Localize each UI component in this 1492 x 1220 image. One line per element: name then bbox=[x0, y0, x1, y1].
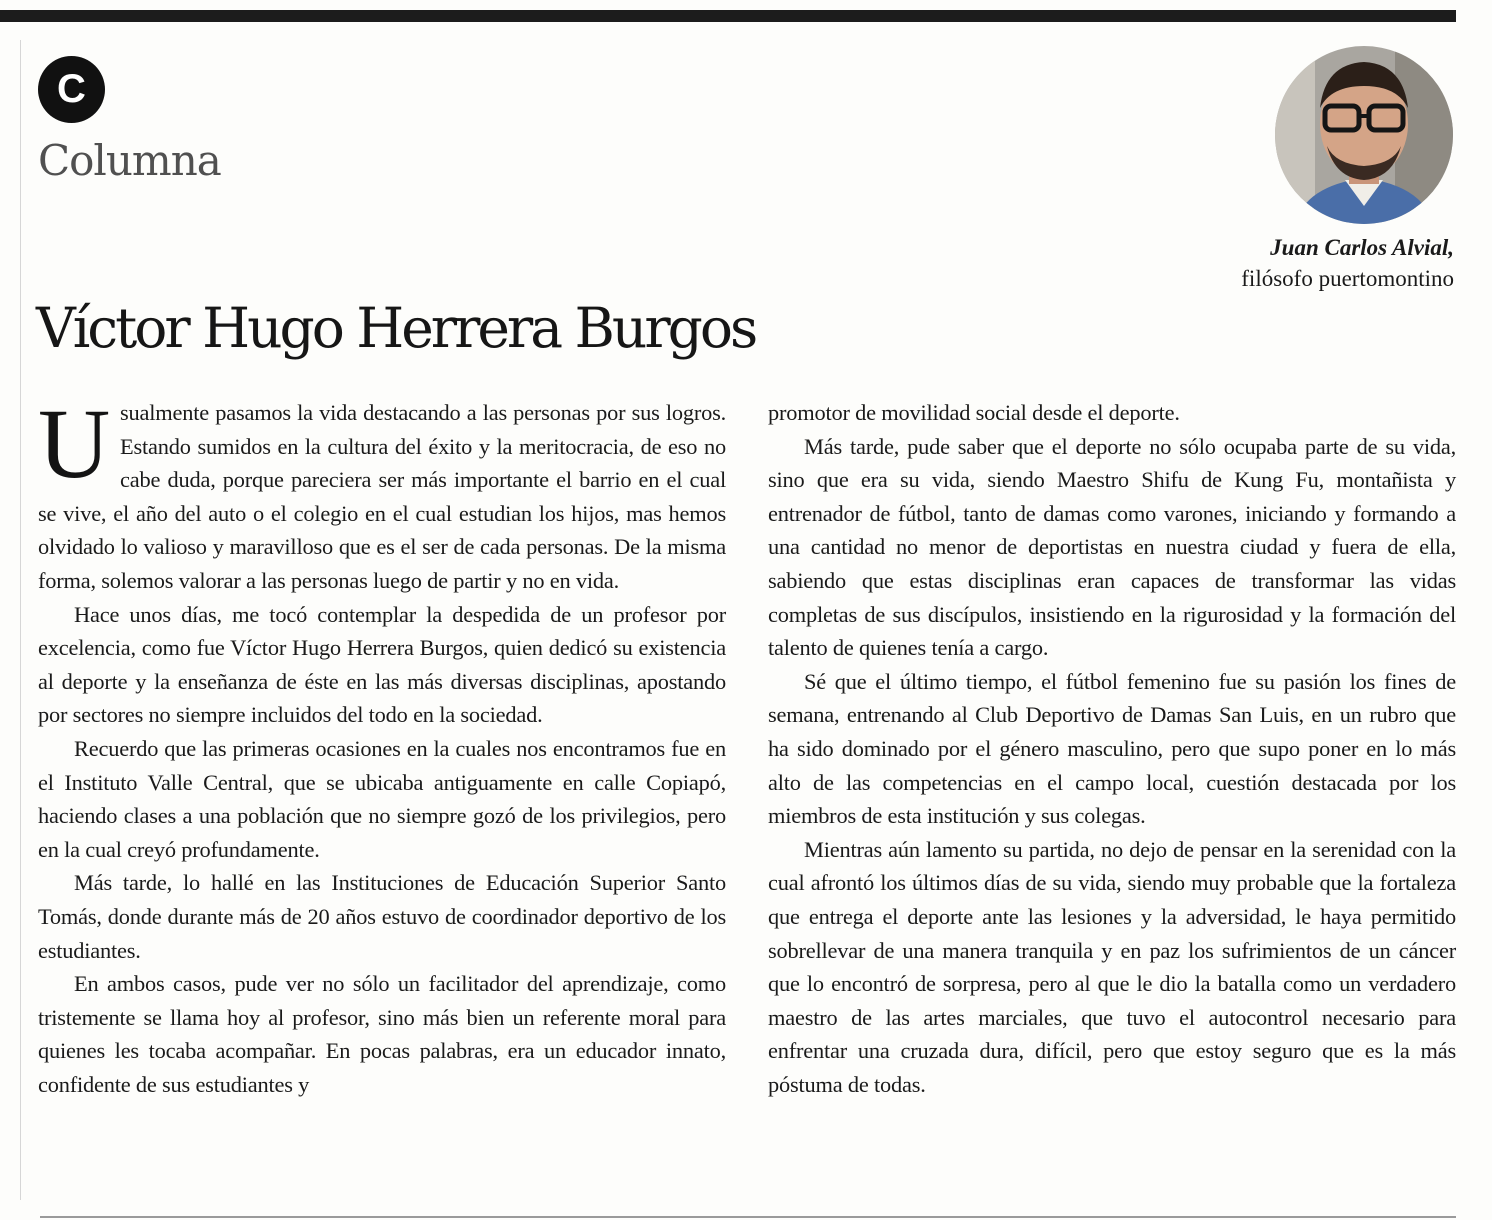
author-name: Juan Carlos Alvial, bbox=[1270, 235, 1454, 260]
top-rule bbox=[0, 10, 1456, 22]
column-badge-icon: C bbox=[38, 56, 105, 123]
author-byline bbox=[1241, 232, 1454, 294]
section-label: Columna bbox=[38, 136, 221, 185]
article-column-left bbox=[38, 388, 726, 1101]
paragraph-6: Más tarde, pude saber que el deporte no sólo ocupaba parte de su vida, sino que era su vida, siendo Maestro Shifu de Kung Fu, montañista y entrenador de fútbol, tanto de damas como varones, iniciando y formando a una cantidad no menor de deportistas en nuestra ciudad y fuera de ella, sabiendo que estas disciplinas eran capaces de transformar las vidas completas de sus discípulos, insistiendo en la rigurosidad y la formación del talento de quienes tenía a cargo. bbox=[768, 433, 1456, 661]
paragraph-5: En ambos casos, pude ver no sólo un facilitador del aprendizaje, como tristemente se llama hoy al profesor, sino más bien un referente moral para quienes les tocaba acompañar. En pocas palabras, era un educador innato, confidente de sus estudiantes y bbox=[38, 971, 726, 1097]
author-photo bbox=[1275, 46, 1453, 224]
paragraph-3: Recuerdo que las primeras ocasiones en la cuales nos encontramos fue en el Instituto Valle Central, que se ubicaba antiguamente en calle Copiapó, haciendo clases a una población que no siempre gozó de los privilegios, pero en la cual creyó profundamente. bbox=[38, 735, 726, 862]
paragraph-4: Más tarde, lo hallé en las Instituciones de Educación Superior Santo Tomás, donde durante más de 20 años estuvo de coordinador deportivo de los estudiantes. bbox=[38, 870, 726, 963]
drop-cap: U bbox=[38, 388, 111, 499]
headline: Víctor Hugo Herrera Burgos bbox=[36, 296, 756, 360]
paragraph-2: Hace unos días, me tocó contemplar la despedida de un profesor por excelencia, como fue Víctor Hugo Herrera Burgos, quien dedicó su existencia al deporte y la enseñanza de éste en las más diversas disciplinas, apostando por sectores no siempre incluidos del todo en la sociedad. bbox=[38, 601, 726, 728]
paragraph-5-continued: promotor de movilidad social desde el deporte. bbox=[768, 400, 1180, 425]
paragraph-1 bbox=[38, 388, 726, 598]
left-rule bbox=[20, 40, 21, 1200]
paragraph-8: Mientras aún lamento su partida, no dejo de pensar en la serenidad con la cual afrontó los últimos días de su vida, siendo muy probable que la fortaleza que entrega el deporte ante las lesiones y la adversidad, le haya permitido sobrellevar de una manera tranquila y en paz los sufrimientos de un cáncer que lo encontró de sorpresa, pero al que le dio la batalla como un verdadero maestro de las artes marciales, que tuvo el autocontrol necesario para enfrentar una cruzada dura, difícil, pero que estoy seguro que es la más póstuma de todas. bbox=[768, 836, 1456, 1097]
bottom-rule bbox=[40, 1216, 1456, 1218]
paragraph-1-text: sualmente pasamos la vida destacando a las personas por sus logros. Estando sumidos en la cultura del éxito y la meritocracia, de eso no cabe duda, porque pareciera ser más importante el barrio en el cual se vive, el año del auto o el colegio en el cual estudian los hijos, mas hemos olvidado lo valioso y maravilloso que es el ser de cada personas. De la misma forma, solemos valorar a las personas luego de partir y no en vida. bbox=[38, 400, 726, 593]
paragraph-7: Sé que el último tiempo, el fútbol femenino fue su pasión los fines de semana, entrenando al Club Deportivo de Damas San Luis, en un rubro que ha sido dominado por el género masculino, pero que supo poner en lo más alto de las competencias en el campo local, cuestión destacada por los miembros de esta institución y sus colegas. bbox=[768, 668, 1456, 829]
article-column-right bbox=[768, 396, 1456, 1101]
author-role: filósofo puertomontino bbox=[1241, 266, 1454, 291]
